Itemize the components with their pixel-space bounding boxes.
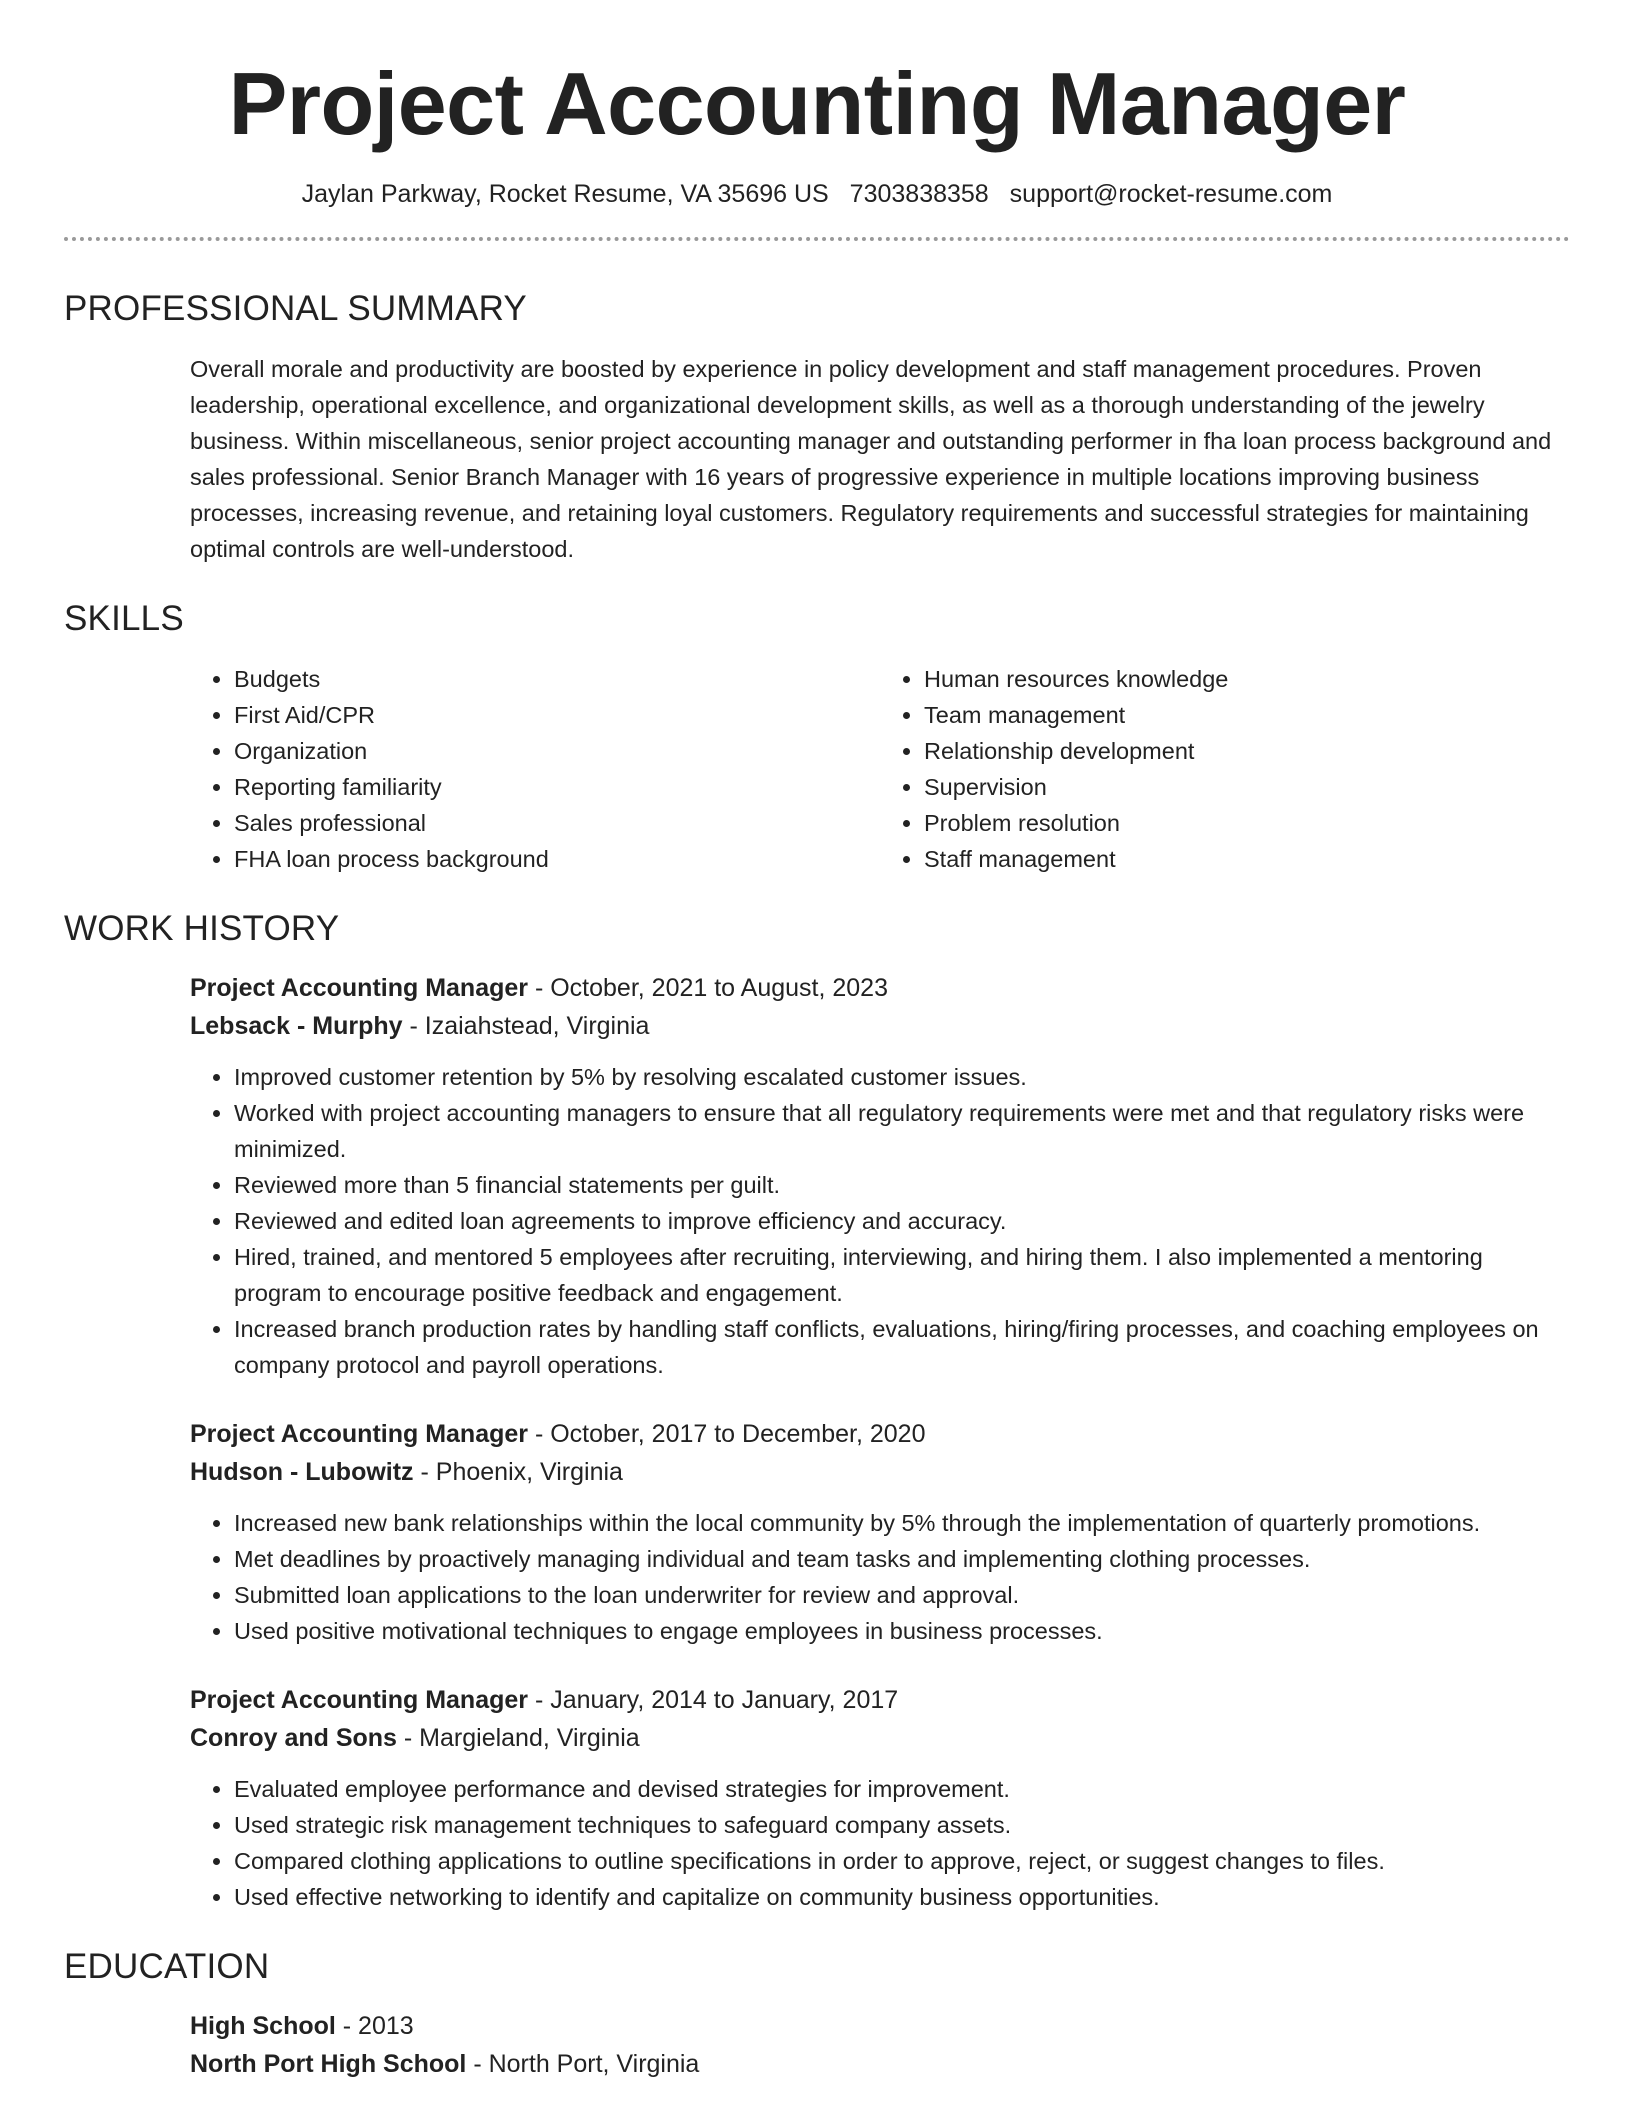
skill-item: • Relationship development bbox=[924, 733, 1570, 769]
job-title-line bbox=[190, 1415, 1570, 1453]
skill-item: • Human resources knowledge bbox=[924, 661, 1570, 697]
skill-item: • Staff management bbox=[924, 841, 1570, 877]
job-dates: - January, 2014 to January, 2017 bbox=[528, 1686, 899, 1714]
summary-text: Overall morale and productivity are boosted by experience in policy development and staff management procedures. Proven leadership, operational excellence, and organizational development skills, as well as a thorough understanding of the jewelry business. Within miscellaneous, senior project accounting manager and outstanding performer in fha loan process background and sales professional. Senior Branch Manager with 16 years of progressive experience in multiple locations improving business processes, increasing revenue, and retaining loyal customers. Regulatory requirements and successful strategies for maintaining optimal controls are well-understood. bbox=[190, 356, 1552, 562]
job-bullet: • Hired, trained, and mentored 5 employees after recruiting, interviewing, and hiring them. I also implemented a mentoring program to encourage positive feedback and engagement. bbox=[234, 1239, 1570, 1311]
summary-heading: PROFESSIONAL SUMMARY bbox=[64, 289, 527, 328]
education-entry bbox=[190, 2007, 1570, 2083]
skill-item: • Sales professional bbox=[234, 805, 880, 841]
education-school-line bbox=[190, 2045, 1570, 2083]
job-bullet: • Submitted loan applications to the loan underwriter for review and approval. bbox=[234, 1577, 1570, 1613]
job-bullets bbox=[190, 1505, 1570, 1649]
skills-section bbox=[64, 599, 1570, 877]
skill-item: • FHA loan process background bbox=[234, 841, 880, 877]
job-bullets bbox=[190, 1059, 1570, 1383]
job-company: Hudson - Lubowitz bbox=[190, 1458, 414, 1486]
job-title-line bbox=[190, 1681, 1570, 1719]
skills-heading: SKILLS bbox=[64, 599, 184, 638]
work-history-heading: WORK HISTORY bbox=[64, 909, 340, 948]
job-location: - Phoenix, Virginia bbox=[413, 1458, 623, 1486]
education-school: North Port High School bbox=[190, 2050, 467, 2078]
skill-item: • Team management bbox=[924, 697, 1570, 733]
job-bullet: • Met deadlines by proactively managing individual and team tasks and implementing clothing processes. bbox=[234, 1541, 1570, 1577]
education-section bbox=[64, 1947, 1570, 2083]
skill-item: • Supervision bbox=[924, 769, 1570, 805]
education-degree-line bbox=[190, 2007, 1570, 2045]
job-bullet: • Reviewed and edited loan agreements to improve efficiency and accuracy. bbox=[234, 1203, 1570, 1239]
skill-item: • Organization bbox=[234, 733, 880, 769]
job-dates: - October, 2017 to December, 2020 bbox=[528, 1420, 926, 1448]
job-entry bbox=[190, 969, 1570, 1383]
job-bullet: • Increased branch production rates by handling staff conflicts, evaluations, hiring/firing processes, and coaching employees on company protocol and payroll operations. bbox=[234, 1311, 1570, 1383]
education-heading: EDUCATION bbox=[64, 1947, 270, 1986]
skill-item: • Problem resolution bbox=[924, 805, 1570, 841]
job-role: Project Accounting Manager bbox=[190, 1686, 529, 1714]
job-entry bbox=[190, 1415, 1570, 1649]
job-bullet: • Worked with project accounting managers to ensure that all regulatory requirements were met and that regulatory risks were minimized. bbox=[234, 1095, 1570, 1167]
job-dates: - October, 2021 to August, 2023 bbox=[528, 974, 888, 1002]
summary-section bbox=[64, 289, 1570, 567]
header-divider bbox=[64, 237, 1570, 241]
job-company-line bbox=[190, 1719, 1570, 1757]
job-bullet: • Used effective networking to identify and capitalize on community business opportunities. bbox=[234, 1879, 1570, 1915]
skills-grid bbox=[190, 661, 1570, 877]
job-title-line bbox=[190, 969, 1570, 1007]
contact-address: Jaylan Parkway, Rocket Resume, VA 35696 US bbox=[301, 180, 829, 208]
job-role: Project Accounting Manager bbox=[190, 974, 529, 1002]
job-bullet: • Increased new bank relationships within the local community by 5% through the implementation of quarterly promotions. bbox=[234, 1505, 1570, 1541]
skills-list-left bbox=[190, 661, 880, 877]
job-bullet: • Improved customer retention by 5% by resolving escalated customer issues. bbox=[234, 1059, 1570, 1095]
education-degree: High School bbox=[190, 2012, 336, 2040]
contact-phone: 7303838358 bbox=[849, 180, 989, 208]
skill-item: • First Aid/CPR bbox=[234, 697, 880, 733]
job-company: Lebsack - Murphy bbox=[190, 1012, 403, 1040]
job-entry bbox=[190, 1681, 1570, 1915]
job-bullet: • Evaluated employee performance and devised strategies for improvement. bbox=[234, 1771, 1570, 1807]
contact-line bbox=[64, 180, 1570, 209]
job-bullet: • Compared clothing applications to outline specifications in order to approve, reject, or suggest changes to files. bbox=[234, 1843, 1570, 1879]
job-company: Conroy and Sons bbox=[190, 1724, 397, 1752]
job-company-line bbox=[190, 1007, 1570, 1045]
skill-item: • Budgets bbox=[234, 661, 880, 697]
education-year: - 2013 bbox=[335, 2012, 414, 2040]
job-bullets bbox=[190, 1771, 1570, 1915]
resume-title: Project Accounting Manager bbox=[228, 54, 1406, 153]
job-location: - Izaiahstead, Virginia bbox=[402, 1012, 650, 1040]
skill-item: • Reporting familiarity bbox=[234, 769, 880, 805]
skills-list-right bbox=[880, 661, 1570, 877]
education-location: - North Port, Virginia bbox=[466, 2050, 700, 2078]
job-bullet: • Used positive motivational techniques to engage employees in business processes. bbox=[234, 1613, 1570, 1649]
job-role: Project Accounting Manager bbox=[190, 1420, 529, 1448]
job-bullet: • Used strategic risk management techniques to safeguard company assets. bbox=[234, 1807, 1570, 1843]
job-bullet: • Reviewed more than 5 financial statements per guilt. bbox=[234, 1167, 1570, 1203]
contact-email: support@rocket-resume.com bbox=[1009, 180, 1333, 208]
work-history-section bbox=[64, 909, 1570, 1915]
job-company-line bbox=[190, 1453, 1570, 1491]
job-location: - Margieland, Virginia bbox=[396, 1724, 640, 1752]
